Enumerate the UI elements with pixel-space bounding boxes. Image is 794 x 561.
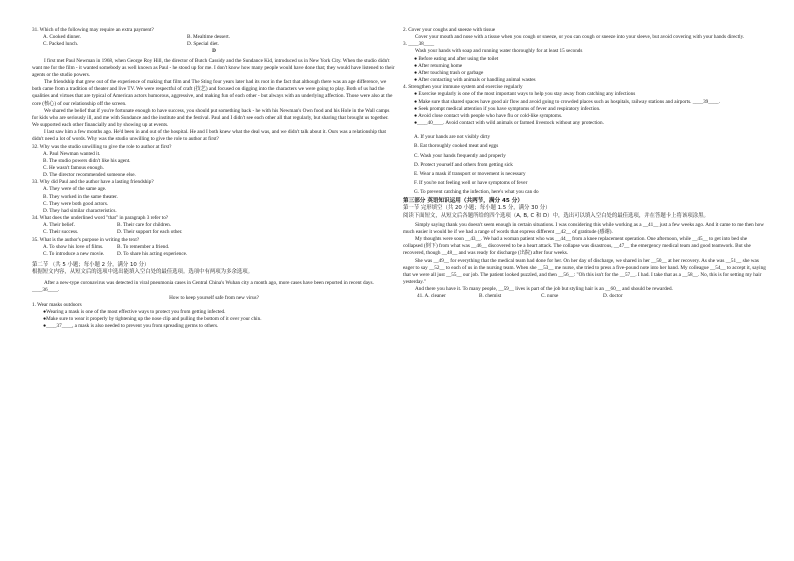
section-2-bullet-2: ●Make sure to wear it properly by tightening up the nose clip and pulling the bottom of it over your chin.	[43, 316, 262, 323]
option-b: B. Mealtime dessert.	[187, 34, 230, 41]
option-d: D. Their support for each other.	[117, 229, 183, 236]
left-column	[32, 27, 396, 330]
passage-d-paragraph-4: I last saw him a few months ago. He'd been in and out of the hospital. He and I both knew what the deal was, and we didn't talk about it. Ours was a relationship that didn't need a lot of words. Why was the studio unwilling to give the role to author at first?	[32, 129, 387, 143]
question-32-stem: 32. Why was the studio unwilling to give the role to author at first?	[32, 143, 172, 150]
tip-bullet: ● Before eating and after using the toilet	[414, 55, 499, 62]
option-b: B. To remember a friend.	[117, 243, 170, 250]
option-a: A. To show his love of films.	[43, 243, 104, 250]
cloze-paragraph-3: She was __49__ for everything that the medical team had done for her. On her day of discharge, we shared in her __50__ at her recovery. As she was __51__ she was eager to say __52__ to each of us in the nursing team. When she __53__ me nurse, she tried to press a five-pound note into her hand. My colleague __54__ to accept it, saying that we were all just __55__ our job. The patient looked puzzled, and then __56__: "Oh this isn't for the __57__. I had. I take that as a __58__. No, this is for setting my hair yesterday."	[403, 257, 766, 285]
option-b: B. Their care for children.	[117, 222, 172, 229]
option-a: 41. A. cleaner	[417, 293, 446, 300]
part-3-heading: 第三部分 英语知识运用（共两节，满分 45 分）	[403, 198, 523, 205]
seven-choice-options	[403, 134, 767, 196]
tip-bullet: ● Exercise regularly is one of the most important ways to help you stay away from catching any infections	[414, 91, 636, 98]
option-c: C. Their success.	[43, 229, 79, 236]
tip-bullet: ● Seek prompt medical attention if you have symptoms of fever and respiratory infection.	[414, 105, 601, 112]
cloze-paragraph-4: And there you have it. To many people, __59__ lives is part of the job but styling hair is an __60__ and should be rewarded.	[415, 286, 673, 293]
option-b: B. chemist	[479, 293, 502, 300]
question-33	[32, 179, 396, 215]
question-35	[32, 237, 396, 258]
section-2-bullet-1: ●Wearing a mask is one of the most effective ways to protect you from getting infected.	[43, 308, 226, 315]
question-34-stem: 34. What does the underlined word "that" in paragraph 3 refer to?	[32, 215, 169, 222]
option-a: A. They were of the same age.	[43, 186, 107, 193]
option-b: B. They worked in the same theater.	[43, 193, 118, 200]
tip-bullet: ● Avoid close contact with people who have flu or cold-like symptoms.	[414, 112, 563, 119]
option-d: D. Special diet.	[187, 41, 219, 48]
choice-option-b: B. Eat thoroughly cooked meat and eggs	[414, 143, 499, 150]
option-d: D. They had similar characteristics.	[43, 207, 117, 214]
tip-bullet: ● After contacting with animals or handling animal wastes	[414, 77, 536, 84]
question-41-options	[403, 293, 767, 300]
option-a: A. Paul Newman wanted it.	[43, 150, 101, 157]
option-d: D. To share his acting experience.	[117, 250, 188, 257]
question-32	[32, 144, 396, 180]
section-2-intro: After a new-type coronavirus was detected in viral pneumonia cases in Central China's Wuhan city a month ago, more cases have been reported in recent days. ____36____.	[32, 280, 374, 294]
tip-bullet: ● After returning home	[414, 62, 463, 69]
right-column	[403, 27, 767, 300]
question-34	[32, 215, 396, 236]
section-2-heading-1: 1. Wear masks outdoors	[32, 301, 82, 308]
option-a: A. Cooked dinner.	[43, 34, 82, 41]
tip-heading-2: 2. Cover your coughs and sneeze with tissue	[403, 27, 496, 33]
choice-option-c: C. Wash your hands frequently and properly	[414, 152, 506, 159]
cloze-paragraph-2: My thoughts were soon __43__. We had a woman patient who was __44__ from a knee replacement operation. One afternoon, while __45__ to get into bed she collapsed (倒下) from what was __46__ discovered to be a heart attack. The collapse was disastrous, __47__ the emergency medical team and good teamwork. But she recovered, though __48__ and was ready for discharge (出院) after four weeks.	[403, 236, 751, 257]
question-31	[32, 27, 396, 48]
passage-d-paragraph-3: We shared the belief that if you're fortunate enough to have success, you should put something back - he with his Newman's Own food and his Hole in the Wall camps for kids who are seriously ill, and me with Sundance and the institute and the festival. Paul and I didn't see each other all that regularly, but sharing that brought us together. We supported each other financially and by showing up at events.	[32, 107, 390, 129]
option-c: C. To introduce a new movie.	[43, 250, 105, 257]
choice-option-f: F. If you're not feeling well or have symptoms of fever	[414, 179, 528, 186]
option-c: C. nurse	[541, 293, 559, 300]
option-d: D. doctor	[603, 293, 623, 300]
cloze-instruction: 阅读下面短文，从短文后各题所给的四个选项（A, B, C 和 D）中，选出可以填入空白处的最佳选项，并在答题卡上将该项涂黑。	[403, 212, 709, 219]
option-c: C. They were both good actors.	[43, 200, 109, 207]
section-2-title: How to keep yourself safe from new virus?	[169, 294, 259, 301]
section-2-instruction: 根据短文内容，从短文后的选项中选出能填入空白处的最佳选项。选项中有两项为多余选项。	[32, 269, 254, 276]
question-31-stem: 31. Which of the following may require an extra payment?	[32, 27, 154, 33]
tip-paragraph-3: Wash your hands with soap and running water thoroughly for at least 15 seconds	[415, 48, 583, 55]
section-2-heading: 第二节 （共 5 小题；每小题 2 分，满分 10 分）	[32, 262, 150, 268]
choice-option-e: E. Wear a mask if transport or movement is necessary	[414, 170, 526, 177]
passage-d-paragraph-1: I first met Paul Newman in 1968, when George Roy Hill, the director of Butch Cassidy and the Sundance Kid, introduced us in New York City. When the studio didn't want me for the film - it wanted somebody as well known as Paul - he stood up for me. I don't know how many people would have done that; they would have listened to their agents or the studio powers.	[32, 57, 395, 78]
option-b: B. The studio powers didn't like his agent.	[43, 157, 131, 164]
choice-option-d: D. Protect yourself and others from getting sick	[414, 161, 513, 168]
tip-heading-4: 4. Strengthen your immune system and exercise regularly	[403, 84, 523, 91]
cloze-paragraph-1: Simply saying thank you doesn't seem enough in certain situations. I was considering this while working as a __41__ just a few weeks ago. And it came to me then how much easier it would be if we had a range of words that express different __42__ of gratitude (感谢).	[403, 221, 765, 235]
passage-d-paragraph-2: The friendship that grew out of the experience of making that film and The Sting four years later had its root in the fact that although there was an age difference, we both came from a tradition of theater and live TV. We were respectful of craft (技艺) and focused on digging into the characters we were going to play. Both of us had the qualities and virtues that are typical of American actors humorous, aggressive, and making fun of each other - but always with an underlying affection. Those were also at the core (核心) of our relationship off the screen.	[32, 79, 393, 107]
passage-d-label: D	[212, 48, 216, 55]
cloze-section-heading: 第一节 完形填空（共 20 小题；每小题 1.5 分，满分 30 分）	[403, 205, 551, 212]
tip-bullet: ● After touching trash or garbage	[414, 69, 484, 76]
option-d: D. The director recommended someone else.	[43, 172, 136, 179]
tip-bullet: ● Make sure that shared spaces have good air flow and avoid going to crowded places such as hospitals, railway stations and airports. ____39____.	[414, 98, 720, 105]
tip-heading-3: 3. ____38____	[403, 41, 435, 48]
option-c: C. He wasn't famous enough.	[43, 164, 104, 171]
choice-option-g: G. To prevent catching the infection, here's what you can do	[414, 189, 539, 196]
question-35-stem: 35. What is the author's purpose in writing the text?	[32, 236, 140, 243]
option-c: C. Packed lunch.	[43, 41, 79, 48]
question-33-stem: 33. Why did Paul and the author have a lasting friendship?	[32, 179, 154, 186]
option-a: A. Their belief.	[43, 222, 75, 229]
choice-option-a: A. If your hands are not visibly dirty	[414, 134, 491, 141]
section-2-bullet-3: ●____37____, a mask is also needed to prevent you from spreading germs to others.	[43, 323, 219, 330]
tip-paragraph-2: Cover your mouth and nose with a tissue when you cough or sneeze, or you can cough or sneeze into your sleeve, but avoid covering with your hands directly.	[415, 34, 745, 41]
tip-bullet: ●____40____. Avoid contact with wild animals or farmed livestock without any protection.	[414, 120, 604, 127]
